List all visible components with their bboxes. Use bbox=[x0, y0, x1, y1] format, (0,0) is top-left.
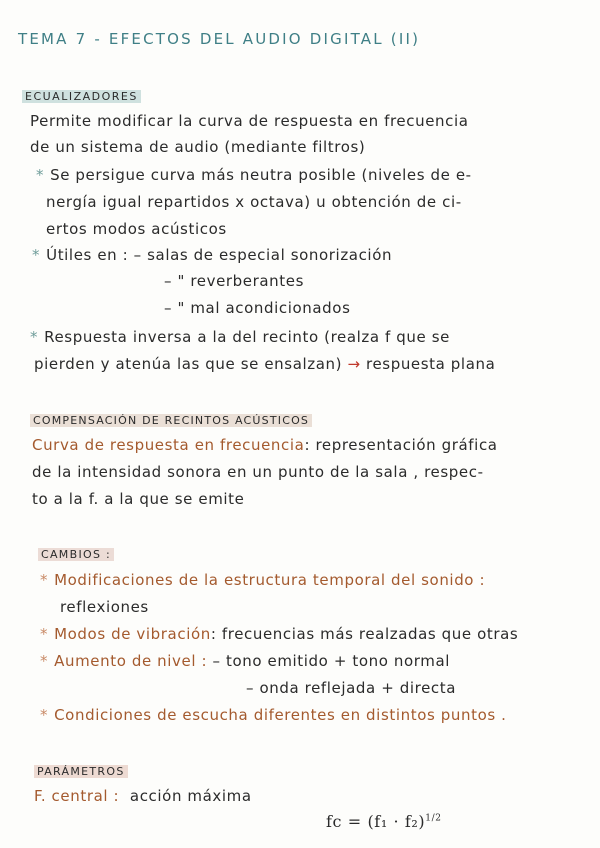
asterisk-icon: * bbox=[40, 625, 49, 643]
page-title: TEMA 7 - EFECTOS DEL AUDIO DIGITAL (II) bbox=[18, 30, 421, 48]
section-heading-ecualizadores: ECUALIZADORES bbox=[22, 86, 141, 104]
asterisk-icon: * bbox=[32, 246, 41, 264]
asterisk-icon: * bbox=[40, 571, 49, 589]
paragraph-line: Permite modificar la curva de respuesta en frecuencia bbox=[30, 112, 469, 130]
bullet-item: * Aumento de nivel : – tono emitido + tono normal bbox=[40, 652, 451, 670]
bullet-continuation: reflexiones bbox=[60, 598, 149, 616]
section-heading-cambios: CAMBIOS : bbox=[38, 544, 114, 562]
asterisk-icon: * bbox=[40, 652, 49, 670]
section-heading-compensacion: COMPENSACIÓN DE RECINTOS ACÚSTICOS bbox=[30, 410, 312, 428]
bullet-item: * Condiciones de escucha diferentes en distintos puntos . bbox=[40, 706, 507, 724]
bullet-item: * Se persigue curva más neutra posible (niveles de e- bbox=[36, 166, 472, 184]
asterisk-icon: * bbox=[40, 706, 49, 724]
bullet-sub: – onda reflejada + directa bbox=[246, 679, 457, 697]
paragraph-line: de un sistema de audio (mediante filtros) bbox=[30, 138, 366, 156]
right-arrow-icon: → bbox=[347, 355, 361, 373]
section-heading-parametros: PARÁMETROS bbox=[34, 761, 128, 779]
definition-line: de la intensidad sonora en un punto de la sala , respec- bbox=[32, 463, 484, 481]
asterisk-icon: * bbox=[30, 328, 39, 346]
bullet-item: * Modos de vibración: frecuencias más realzadas que otras bbox=[40, 625, 519, 643]
bullet-continuation: nergía igual repartidos x octava) u obtención de ci- bbox=[46, 193, 462, 211]
parameter-line: F. central : acción máxima bbox=[34, 787, 252, 805]
formula: fc = $(f_1 \cdot f_2)^{1/2}$ bbox=[326, 812, 442, 831]
bullet-sub: – " mal acondicionados bbox=[164, 299, 351, 317]
defined-term: Curva de respuesta en frecuencia bbox=[32, 436, 305, 454]
asterisk-icon: * bbox=[36, 166, 45, 184]
bullet-sub: – " reverberantes bbox=[164, 272, 305, 290]
bullet-continuation: ertos modos acústicos bbox=[46, 220, 227, 238]
definition-line: Curva de respuesta en frecuencia: representación gráfica bbox=[32, 436, 498, 454]
bullet-item: * Útiles en : – salas de especial sonorización bbox=[32, 246, 393, 264]
bullet-continuation: pierden y atenúa las que se ensalzan) → respuesta plana bbox=[34, 355, 496, 373]
definition-line: to a la f. a la que se emite bbox=[32, 490, 245, 508]
bullet-item: * Modificaciones de la estructura temporal del sonido : bbox=[40, 571, 486, 589]
bullet-item: * Respuesta inversa a la del recinto (realza f que se bbox=[30, 328, 450, 346]
